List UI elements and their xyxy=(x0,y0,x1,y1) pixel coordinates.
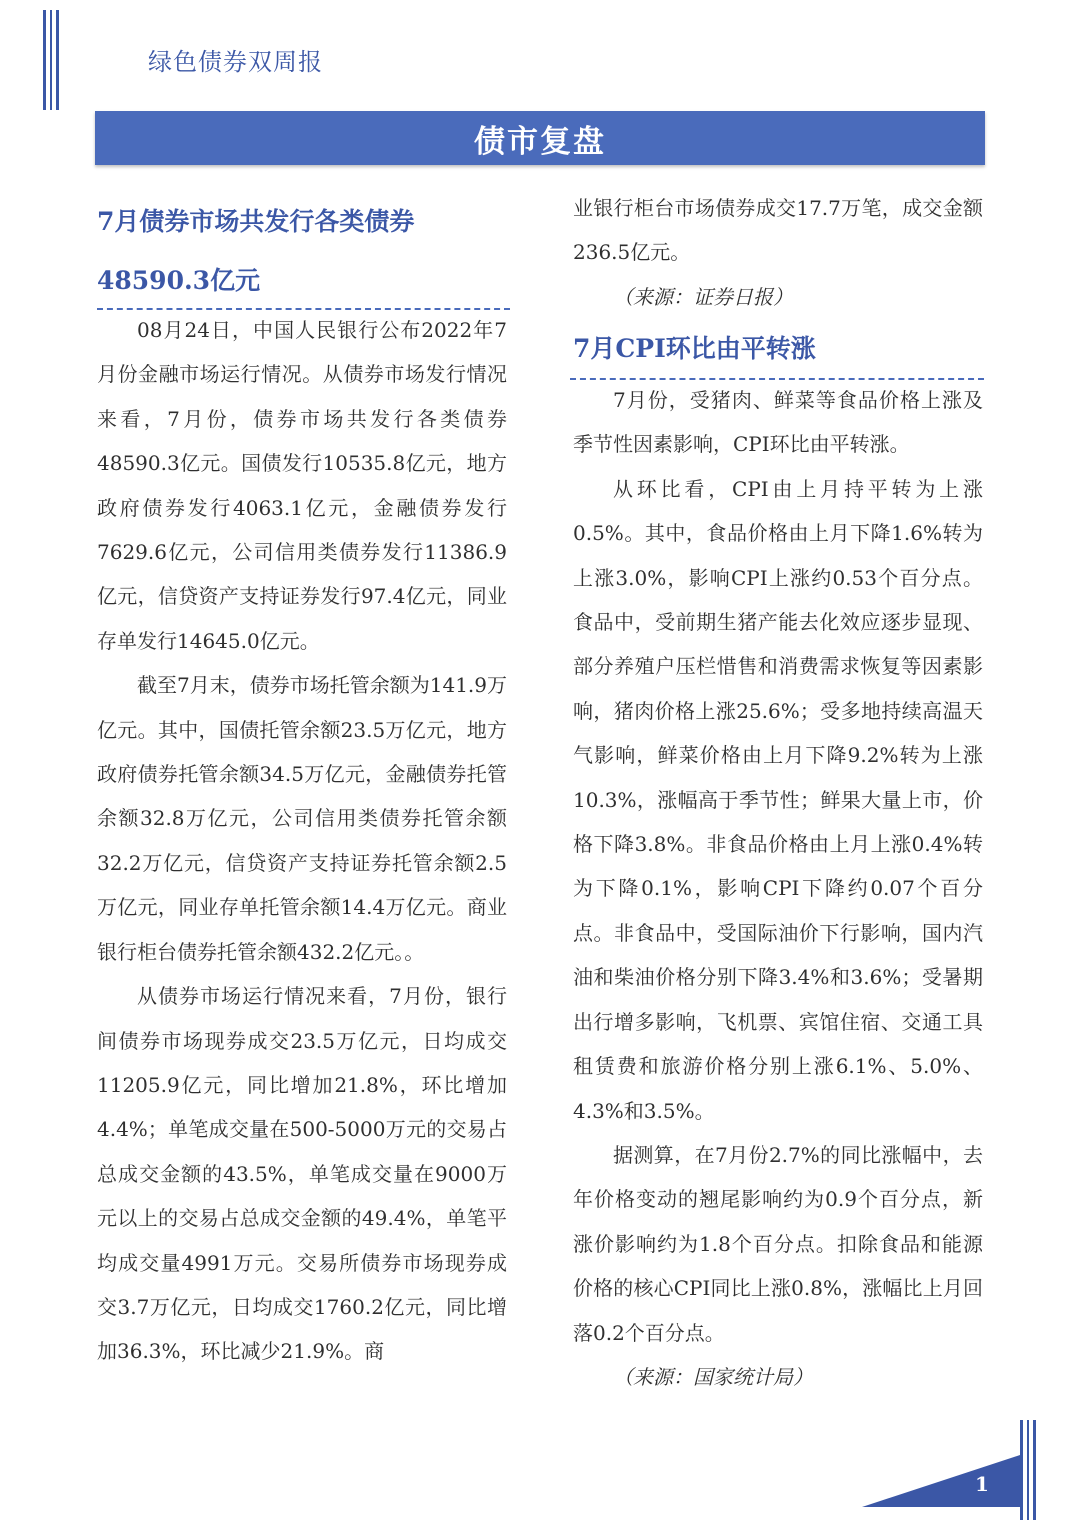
report-name: 绿色债券双周报 xyxy=(148,48,323,76)
footer-decoration-bars xyxy=(1020,1420,1036,1520)
article-1-continuation: 业银行柜台市场债券成交17.7万笔，成交金额236.5亿元。 xyxy=(573,196,983,265)
article-2-paragraph: 从环比看，CPI由上月持平转为上涨0.5%。其中，食品价格由上月下降1.6%转为上涨3.0%，影响CPI上涨约0.53个百分点。食品中，受前期生猪产能去化效应逐步显现、部分养殖户压栏惜售和消费需求恢复等因素影响，猪肉价格上涨25.6%；受多地持续高温天气影响，鲜菜价格由上月下降9.2%转为上涨10.3%，涨幅高于季节性；鲜果大量上市，价格下降3.8%。非食品价格由上月上涨0.4%转为下降0.1%，影响CPI下降约0.07个百分点。非食品中，受国际油价下行影响，国内汽油和柴油价格分别下降3.4%和3.6%；受暑期出行增多影响，飞机票、宾馆住宿、交通工具租赁费和旅游价格分别上涨6.1%、5.0%、4.3%和3.5%。 xyxy=(573,476,983,1123)
article-1-paragraph: 截至7月末，债券市场托管余额为141.9万亿元。其中，国债托管余额23.5万亿元，地方政府债券托管余额34.5万亿元，金融债券托管余额32.8万亿元，公司信用类债券托管余额32.2万亿元，信贷资产支持证券托管余额2.5万亿元，同业存单托管余额14.4万亿元。商业银行柜台债券托管余额432.2亿元。。 xyxy=(97,673,507,964)
article-2-paragraph: 7月份，受猪肉、鲜菜等食品价格上涨及季节性因素影响，CPI环比由平转涨。 xyxy=(573,388,983,457)
page-number-triangle xyxy=(862,1455,1020,1507)
article-2-paragraph: 据测算，在7月份2.7%的同比涨幅中，去年价格变动的翘尾影响约为0.9个百分点，新涨价影响约为1.8个百分点。扣除食品和能源价格的核心CPI同比上涨0.8%，涨幅比上月回落0.2个百分点。 xyxy=(573,1142,983,1345)
page-number: 1 xyxy=(975,1472,989,1496)
article-1-paragraph: 从债券市场运行情况来看，7月份，银行间债券市场现券成交23.5万亿元，日均成交11205.9亿元，同比增加21.8%，环比增加4.4%；单笔成交量在500-5000万元的交易占总成交金额的43.5%，单笔成交量在9000万元以上的交易占总成交金额的49.4%，单笔平均成交量4991万元。交易所债券市场现券成交3.7万亿元，日均成交1760.2亿元，同比增加36.3%，环比减少21.9%。商 xyxy=(97,984,507,1364)
article-2-body xyxy=(573,378,983,1399)
article-1-continuation-block xyxy=(573,186,983,319)
article-1-source: （来源：证券日报） xyxy=(613,284,793,309)
section-banner: 债市复盘 xyxy=(95,111,985,165)
article-1-paragraph: 08月24日，中国人民银行公布2022年7月份金融市场运行情况。从债券市场发行情况来看，7月份，债券市场共发行各类债券48590.3亿元。国债发行10535.8亿元，地方政府债券发行4063.1亿元，金融债券发行7629.6亿元，公司信用类债券发行11386.9亿元，信贷资产支持证券发行97.4亿元，同业存单发行14645.0亿元。 xyxy=(97,318,507,653)
article-2-source: （来源：国家统计局） xyxy=(613,1364,813,1389)
header-decoration-bars xyxy=(43,10,59,110)
article-2-heading: 7月CPI环比由平转涨 xyxy=(573,334,816,363)
article-1-body xyxy=(97,308,507,1374)
article-1-heading: 7月债券市场共发行各类债券48590.3亿元 xyxy=(97,207,415,295)
